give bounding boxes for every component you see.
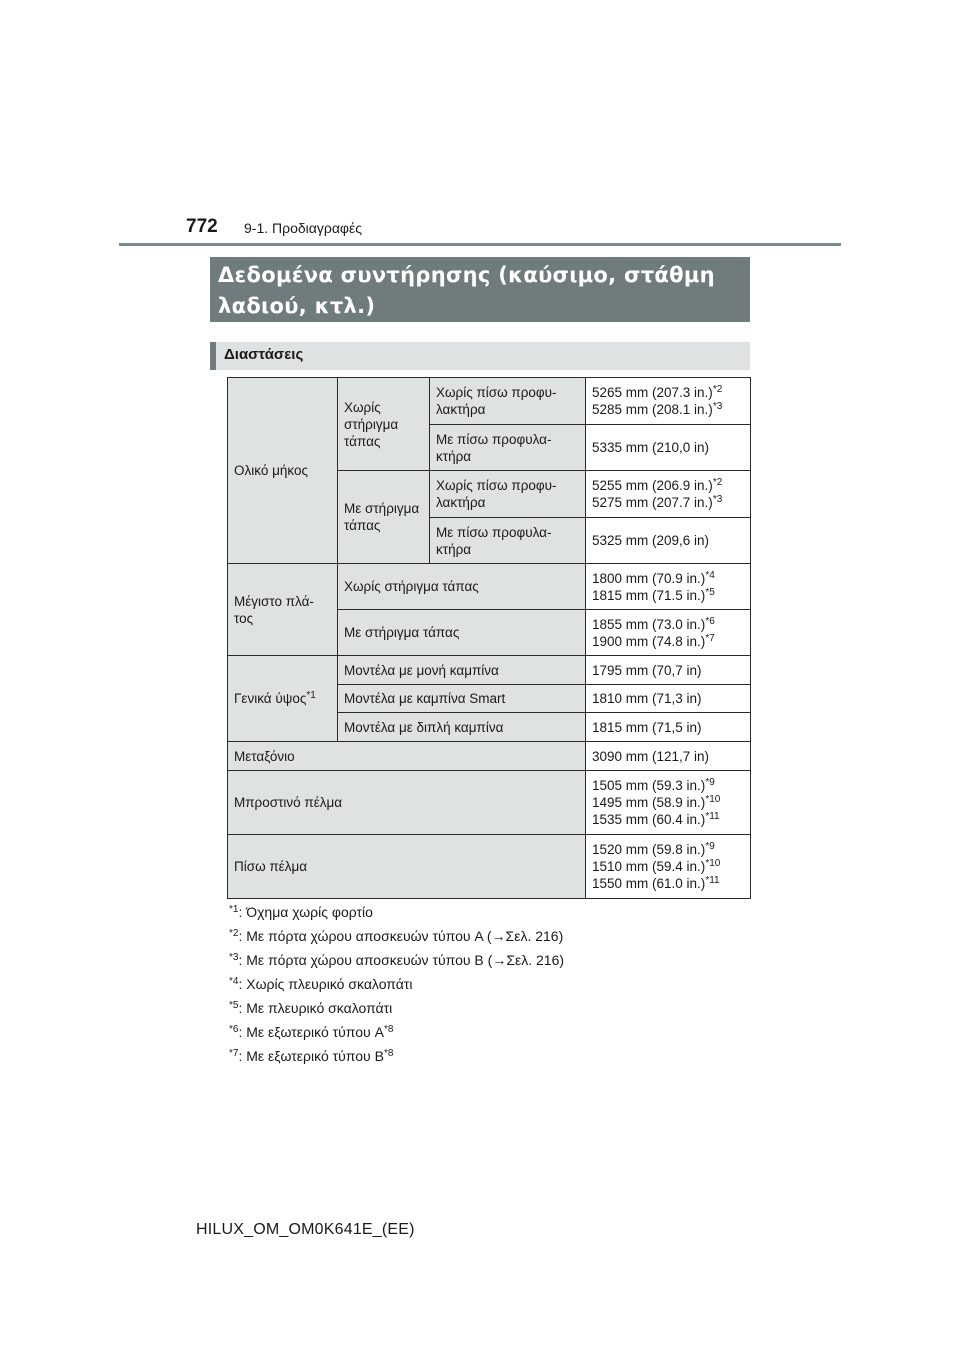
max-width-value: 1800 mm (70.9 in.)$^{*4}$ 1815 mm (71.5 in.)$^{*5}$ — [586, 564, 751, 610]
with-rear-bumper-label: Με πίσω προφυλα-κτήρα — [430, 425, 586, 471]
page-number: 772 — [186, 216, 218, 237]
no-rear-bumper-label: Χωρίς πίσω προφυ-λακτήρα — [430, 378, 586, 425]
section-label: 9-1. Προδιαγραφές — [244, 220, 362, 236]
dimensions-table — [227, 377, 751, 899]
max-width-label: Μέγιστο πλά-τος — [228, 564, 338, 656]
section-title — [210, 257, 750, 322]
height-value: 1795 mm (70,7 in) — [586, 656, 751, 685]
table-row — [228, 564, 751, 610]
max-width-value: 1855 mm (73.0 in.)$^{*6}$ 1900 mm (74.8 in.)$^{*7}$ — [586, 610, 751, 656]
section-title-line2: λαδιού, κτλ.) — [218, 294, 376, 318]
rear-tread-value: 1520 mm (59.8 in.)$^{*9}$ 1510 mm (59.4 in.)$^{*10}$ 1550 mm (61.0 in.)$^{*11}$ — [586, 835, 751, 899]
footnote: $^{*2}$: Με πόρτα χώρου αποσκευών τύπου A (→Σελ. 216) — [229, 928, 564, 944]
height-double-cab: Μοντέλα με διπλή καμπίνα — [338, 713, 586, 742]
with-hitch-label: Με στήριγμα τάπας — [338, 471, 430, 564]
no-rear-bumper-label: Χωρίς πίσω προφυ-λακτήρα — [430, 471, 586, 518]
front-tread-value: 1505 mm (59.3 in.)$^{*9}$ 1495 mm (58.9 in.)$^{*10}$ 1535 mm (60.4 in.)$^{*11}$ — [586, 771, 751, 835]
table-row — [228, 378, 751, 425]
footnote: $^{*6}$: Με εξωτερικό τύπου $A^{*8}$ — [229, 1024, 394, 1040]
table-row — [228, 835, 751, 899]
wheelbase-value: 3090 mm (121,7 in) — [586, 742, 751, 771]
overall-length-value: 5325 mm (209,6 in) — [586, 518, 751, 564]
max-width-no-hitch: Χωρίς στήριγμα τάπας — [338, 564, 586, 610]
overall-length-label: Ολικό μήκος — [228, 378, 338, 564]
height-smart-cab: Μοντέλα με καμπίνα Smart — [338, 685, 586, 713]
front-tread-label: Μπροστινό πέλμα — [228, 771, 586, 835]
header-rule — [119, 243, 841, 246]
max-width-with-hitch: Με στήριγμα τάπας — [338, 610, 586, 656]
footnote: $^{*1}$: Όχημα χωρίς φορτίο — [229, 904, 373, 920]
height-value: 1815 mm (71,5 in) — [586, 713, 751, 742]
overall-length-value: 5335 mm (210,0 in) — [586, 425, 751, 471]
wheelbase-label: Μεταξόνιο — [228, 742, 586, 771]
footnotes — [229, 900, 564, 1068]
rear-tread-label: Πίσω πέλμα — [228, 835, 586, 899]
no-hitch-label: Χωρίς στήριγμα τάπας — [338, 378, 430, 471]
height-value: 1810 mm (71,3 in) — [586, 685, 751, 713]
table-row — [228, 656, 751, 685]
footnote: $^{*3}$: Με πόρτα χώρου αποσκευών τύπου B (→Σελ. 216) — [229, 952, 565, 968]
table-row — [228, 771, 751, 835]
overall-length-value: 5265 mm (207.3 in.)$^{*2}$ 5285 mm (208.1 in.)$^{*3}$ — [586, 378, 751, 425]
footnote: $^{*4}$: Χωρίς πλευρικό σκαλοπάτι — [229, 976, 413, 992]
footnote: $^{*7}$: Με εξωτερικό τύπου $B^{*8}$ — [229, 1048, 394, 1064]
document-footer: HILUX_OM_OM0K641E_(EE) — [196, 1221, 415, 1238]
subheading-dimensions: Διαστάσεις — [210, 342, 750, 370]
section-title-line1: Δεδομένα συντήρησης (καύσιμο, στάθμη — [218, 263, 715, 287]
footnote: $^{*5}$: Με πλευρικό σκαλοπάτι — [229, 1000, 393, 1016]
height-single-cab: Μοντέλα με μονή καμπίνα — [338, 656, 586, 685]
table-row — [228, 742, 751, 771]
overall-length-value: 5255 mm (206.9 in.)$^{*2}$ 5275 mm (207.7 in.)$^{*3}$ — [586, 471, 751, 518]
with-rear-bumper-label: Με πίσω προφυλα-κτήρα — [430, 518, 586, 564]
height-label: Γενικά ύψος$^{*1}$ — [228, 656, 338, 742]
